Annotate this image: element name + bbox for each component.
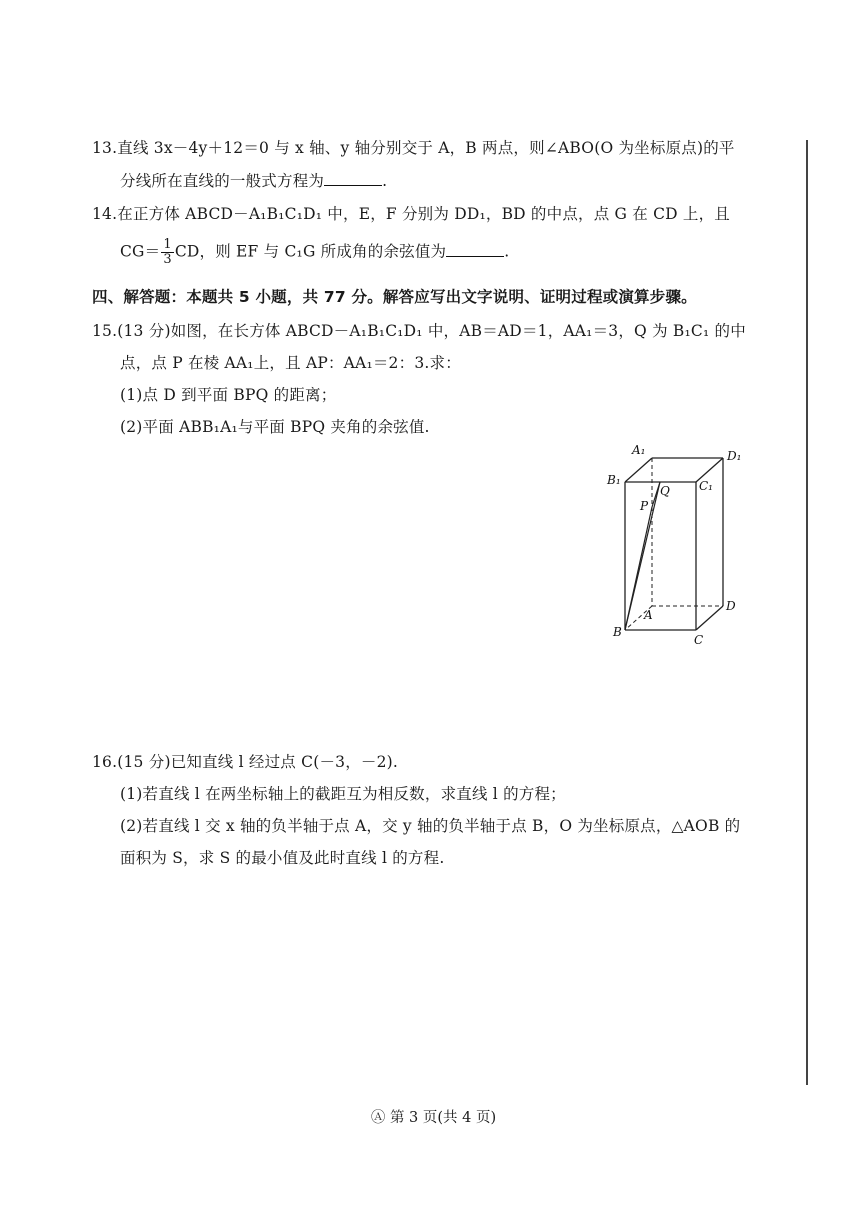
q15-line2: 点，点 P 在棱 AA₁上，且 AP：AA₁＝2：3.求： xyxy=(120,354,461,372)
label-C: C xyxy=(694,633,704,647)
label-B: B xyxy=(613,625,622,639)
q13-line2-end: . xyxy=(382,172,388,190)
page-footer: Ⓐ 第 3 页(共 4 页) xyxy=(370,1110,497,1126)
fraction xyxy=(161,238,173,267)
answer-blank xyxy=(446,242,504,257)
q13-line2 xyxy=(120,171,387,191)
q14-line2-post: CD，则 EF 与 C₁G 所成角的余弦值为 xyxy=(174,242,447,261)
label-P: P xyxy=(640,499,649,513)
q14-line2-end: . xyxy=(504,242,510,261)
q15-part1: (1)点 D 到平面 BPQ 的距离； xyxy=(120,386,337,404)
section-heading: 四、解答题：本题共 5 小题，共 77 分。解答应写出文字说明、证明过程或演算步骤。 xyxy=(92,288,697,306)
label-D1: D₁ xyxy=(727,449,742,463)
label-A: A xyxy=(644,608,653,622)
label-C1: C₁ xyxy=(699,479,713,493)
q14-line1: 14.在正方体 ABCD－A₁B₁C₁D₁ 中，E，F 分别为 DD₁，BD 的中点，点 G 在 CD 上，且 xyxy=(92,205,731,223)
q16-part2-cont: 面积为 S，求 S 的最小值及此时直线 l 的方程. xyxy=(120,849,445,867)
edge-A1B1 xyxy=(625,458,652,482)
margin-rule xyxy=(806,140,808,1085)
q16-line1: 16.(15 分)已知直线 l 经过点 C(－3，－2). xyxy=(92,753,399,771)
fraction-numerator: 1 xyxy=(163,237,172,252)
label-A1: A₁ xyxy=(632,443,646,457)
q13-line2-text: 分线所在直线的一般式方程为 xyxy=(120,172,325,190)
label-B1: B₁ xyxy=(607,473,621,487)
label-Q: Q xyxy=(660,484,670,498)
q14-line2-pre: CG＝ xyxy=(120,242,161,261)
segment-PQ xyxy=(652,482,660,507)
q13-line1: 13.直线 3x－4y＋12＝0 与 x 轴、y 轴分别交于 A，B 两点，则∠ABO(O 为坐标原点)的平 xyxy=(92,139,735,157)
edge-CD xyxy=(696,606,723,630)
q15-part2: (2)平面 ABB₁A₁与平面 BPQ 夹角的余弦值. xyxy=(120,418,430,436)
q14-line2 xyxy=(120,238,509,267)
q16-part2: (2)若直线 l 交 x 轴的负半轴于点 A，交 y 轴的负半轴于点 B，O 为坐标原点，△AOB 的 xyxy=(120,817,741,835)
label-D: D xyxy=(726,599,736,613)
q15-line1: 15.(13 分)如图，在长方体 ABCD－A₁B₁C₁D₁ 中，AB＝AD＝1，AA₁＝3，Q 为 B₁C₁ 的中 xyxy=(92,322,746,340)
cuboid-figure xyxy=(600,438,760,652)
fraction-denominator: 3 xyxy=(163,252,172,267)
q16-part1: (1)若直线 l 在两坐标轴上的截距互为相反数，求直线 l 的方程； xyxy=(120,785,566,803)
answer-blank xyxy=(324,171,382,186)
